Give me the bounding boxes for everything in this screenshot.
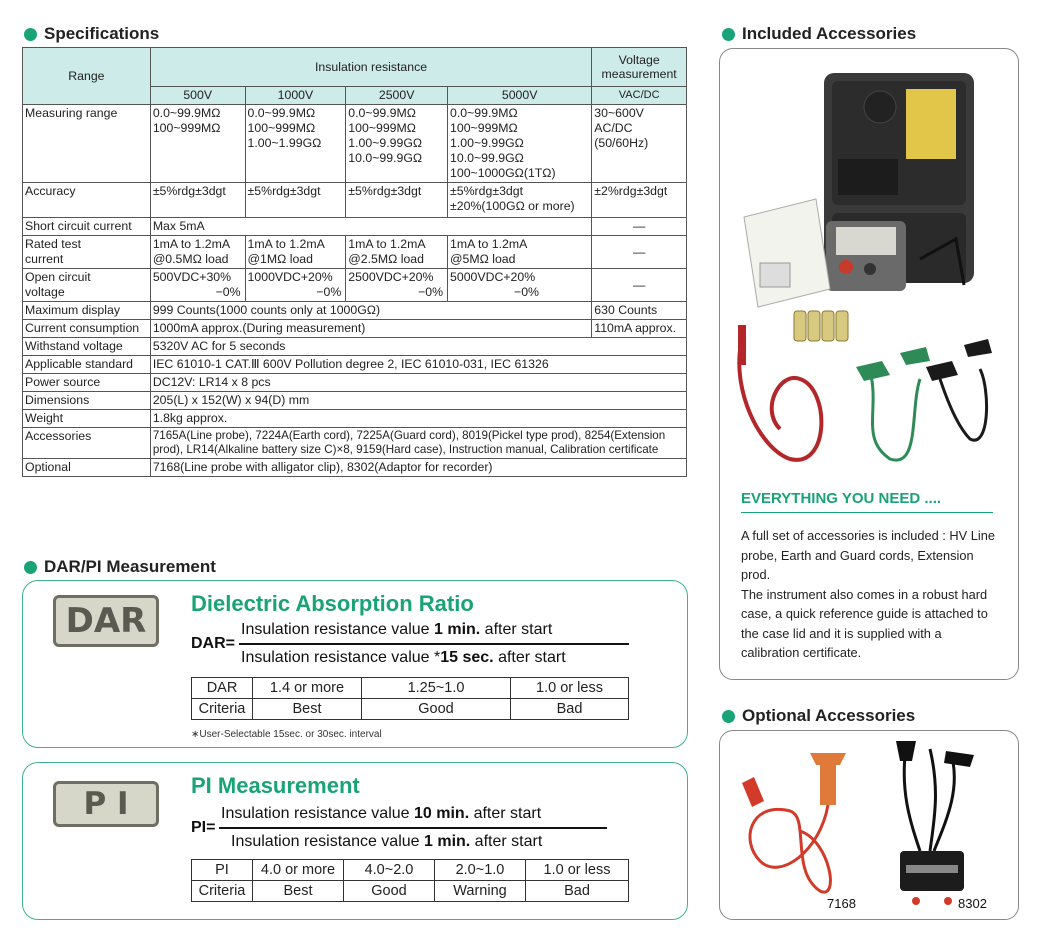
manual-icon xyxy=(744,199,830,307)
table-row: Accuracy ±5%rdg±3dgt ±5%rdg±3dgt ±5%rdg±3dgt ±5%rdg±3dgt ±20%(100GΩ or more) ±2%rdg±3dgt xyxy=(23,183,687,218)
divider xyxy=(741,512,993,513)
dar-badge: DAR xyxy=(53,595,159,647)
table-row: Optional 7168(Line probe with alligator clip), 8302(Adaptor for recorder) xyxy=(23,459,687,477)
insulation-header: Insulation resistance xyxy=(150,48,591,87)
pi-title: PI Measurement xyxy=(191,773,360,798)
table-row: Dimensions 205(L) x 152(W) x 94(D) mm xyxy=(23,392,687,410)
table-row: Current consumption 1000mA approx.(During measurement) 110mA approx. xyxy=(23,320,687,338)
optional-heading xyxy=(722,706,915,726)
darpi-title: DAR/PI Measurement xyxy=(44,557,216,576)
table-row: Accessories 7165A(Line probe), 7224A(Earth cord), 7225A(Guard cord), 8019(Pickel type prod), 8254(Extension prod), LR14(Alkaline battery size C)×8, 9159(Hard case), Instruction manual, Calibration certificate xyxy=(23,428,687,459)
table-row: Short circuit current Max 5mA — xyxy=(23,218,687,236)
table-row: Power source DC12V: LR14 x 8 pcs xyxy=(23,374,687,392)
voltage-header: Voltage measurement xyxy=(592,48,687,87)
dar-formula: DAR= Insulation resistance value 1 min. after start Insulation resistance value *15 sec. after start xyxy=(191,621,631,673)
pi-numerator: Insulation resistance value 10 min. after start xyxy=(221,805,542,822)
dar-criteria-table xyxy=(191,677,629,720)
table-row: Maximum display 999 Counts(1000 counts only at 1000GΩ) 630 Counts xyxy=(23,302,687,320)
darpi-heading xyxy=(24,557,216,577)
table-row: PI 4.0 or more 4.0~2.0 2.0~1.0 1.0 or less xyxy=(192,860,629,881)
pi-formula: PI= Insulation resistance value 10 min. after start Insulation resistance value 1 min. after start xyxy=(191,805,611,857)
optional-title: Optional Accessories xyxy=(742,706,916,725)
optional-photo xyxy=(720,731,1018,919)
optional-panel xyxy=(719,730,1019,920)
pi-badge: P I xyxy=(53,781,159,827)
table-row: Open circuit voltage 500VDC+30% −0% 1000VDC+20% −0% 2500VDC+20% −0% 5000VDC+20% −0% — xyxy=(23,269,687,302)
dar-panel xyxy=(22,580,688,748)
table-row: Criteria Best Good Warning Bad xyxy=(192,881,629,902)
header-5000v: 5000V xyxy=(448,87,592,105)
header-500v: 500V xyxy=(150,87,245,105)
table-row: Rated test current 1mA to 1.2mA @0.5MΩ load 1mA to 1.2mA @1MΩ load 1mA to 1.2mA @2.5MΩ load 1mA to 1.2mA @5MΩ load — xyxy=(23,236,687,269)
table-row: Weight 1.8kg approx. xyxy=(23,410,687,428)
recorder-adaptor-icon xyxy=(896,741,974,905)
header-2500v: 2500V xyxy=(346,87,448,105)
fraction-bar xyxy=(219,827,607,829)
specifications-table xyxy=(22,47,687,477)
header-vacdc: VAC/DC xyxy=(592,87,687,105)
dar-note: ∗User-Selectable 15sec. or 30sec. interval xyxy=(191,729,382,740)
line-probe-icon xyxy=(739,339,821,460)
dar-title: Dielectric Absorption Ratio xyxy=(191,591,474,616)
included-heading xyxy=(722,24,916,44)
header-1000v: 1000V xyxy=(245,87,346,105)
reference-guide-icon xyxy=(906,89,956,159)
table-row: DAR 1.4 or more 1.25~1.0 1.0 or less xyxy=(192,678,629,699)
table-row: Measuring range 0.0~99.9MΩ 100~999MΩ 0.0~99.9MΩ 100~999MΩ 1.00~1.99GΩ 0.0~99.9MΩ 100~999MΩ 1.00~9.99GΩ 10.0~99.9GΩ 0.0~99.9MΩ 100~999MΩ 1.00~9.99GΩ 10.0~99.9GΩ 100~1000GΩ(1TΩ) 30~600V AC/DC (50/60Hz) xyxy=(23,105,687,183)
table-row: Applicable standard IEC 61010-1 CAT.Ⅲ 600V Pollution degree 2, IEC 61010-031, IEC 61326 xyxy=(23,356,687,374)
accessories-photo xyxy=(720,49,1018,489)
everything-title: EVERYTHING YOU NEED .... xyxy=(741,490,942,507)
pi-criteria-table xyxy=(191,859,629,902)
caption-7168: 7168 xyxy=(827,896,856,911)
table-row: Criteria Best Good Bad xyxy=(192,699,629,720)
dar-denominator: Insulation resistance value *15 sec. after start xyxy=(241,649,566,666)
pi-panel xyxy=(22,762,688,920)
specifications-title: Specifications xyxy=(44,24,160,43)
line-probe-with-clip-icon xyxy=(742,753,846,892)
included-description: A full set of accessories is included : HV Line probe, Earth and Guard cords, Extension prod. The instrument also comes in a robust hard case, a quick reference guide is attached to the case lid and it is supplied with a calibration certificate. xyxy=(741,528,995,660)
guard-cord-icon xyxy=(870,371,920,460)
caption-8302: 8302 xyxy=(958,896,987,911)
bullet-icon xyxy=(722,28,735,41)
pi-denominator: Insulation resistance value 1 min. after start xyxy=(231,833,543,850)
fraction-bar xyxy=(239,643,629,645)
earth-cord-icon xyxy=(940,369,987,440)
specifications-heading xyxy=(24,24,159,44)
range-header: Range xyxy=(23,48,151,105)
bullet-icon xyxy=(722,710,735,723)
dar-numerator: Insulation resistance value 1 min. after start xyxy=(241,621,553,638)
battery-icon xyxy=(794,311,848,341)
bullet-icon xyxy=(24,28,37,41)
bullet-icon xyxy=(24,561,37,574)
included-title: Included Accessories xyxy=(742,24,917,43)
table-row: Withstand voltage 5320V AC for 5 seconds xyxy=(23,338,687,356)
